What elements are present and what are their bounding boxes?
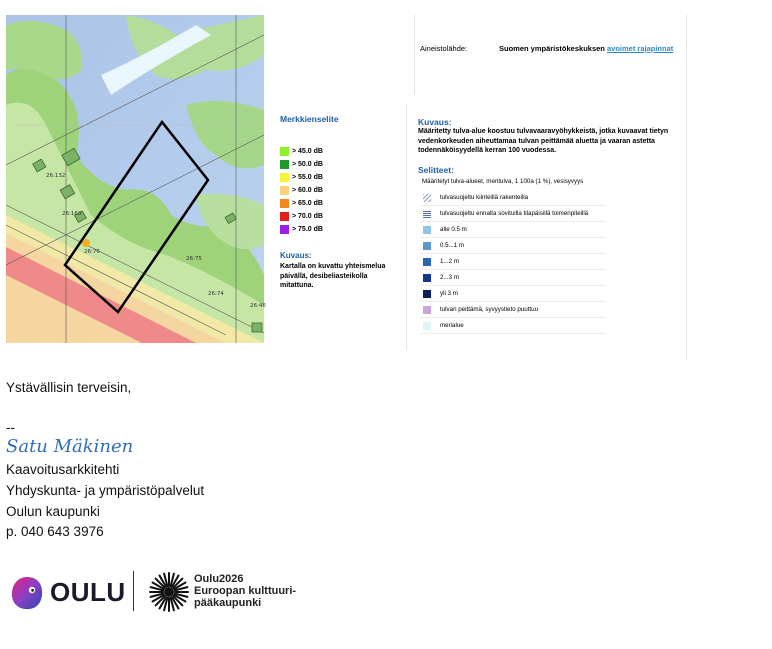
flood-legend-subtitle: Määritetyt tulva-alueet, meritulva, 1 100a (1 %), vesisyvyys xyxy=(422,178,584,185)
legend-item: > 60.0 dB xyxy=(280,185,323,195)
flood-legend-swatch xyxy=(423,258,431,266)
flood-legend-label: 0.5...1 m xyxy=(440,242,465,249)
flood-legend-item xyxy=(420,206,606,222)
flood-legend-swatch xyxy=(423,322,431,330)
open-api-link[interactable]: avoimet rajapinnat xyxy=(606,44,674,53)
noise-map-image xyxy=(6,15,264,343)
logo-divider xyxy=(133,571,134,611)
plot-label: 26:132 xyxy=(46,173,66,179)
signature-separator: -- xyxy=(6,420,15,435)
legend-item: > 50.0 dB xyxy=(280,159,323,169)
legend-item: > 45.0 dB xyxy=(280,146,323,156)
plot-label: 26:75 xyxy=(186,256,202,262)
flood-legend-swatch xyxy=(423,290,431,298)
flood-legend-label: yli 3 m xyxy=(440,290,458,297)
noise-legend xyxy=(276,104,407,350)
data-source-label: Aineistolähde: xyxy=(420,44,468,53)
signature-title: Kaavoitusarkkitehti xyxy=(6,462,120,477)
legend-swatch xyxy=(280,225,289,234)
flood-description: Määritetty tulva-alue koostuu tulvavaaravyöhykkeistä, jotka kuvaavat tietyn vedenkorkeuden aiheuttamaa tulvan peittämää aluetta ja vaaran astetta todennäköisyydellä kerran 100 vuodessa. xyxy=(418,128,669,155)
flood-legend-label: tulvasuojeltu kiinteillä rakenteilla xyxy=(440,194,529,201)
flood-legend-item xyxy=(420,302,606,318)
flood-legend-swatch xyxy=(423,194,431,202)
flood-legend-label: merialue xyxy=(440,322,464,329)
noise-description-title: Kuvaus: xyxy=(280,251,312,260)
data-source xyxy=(420,44,686,56)
flood-legend-item xyxy=(420,254,606,270)
signature-department: Yhdyskunta- ja ympäristöpalvelut xyxy=(6,483,205,498)
signature-phone: p. 040 643 3976 xyxy=(6,524,104,539)
legend-swatch xyxy=(280,147,289,156)
flood-legend-swatch xyxy=(423,306,431,314)
flood-legend-title: Selitteet: xyxy=(418,165,454,175)
signature-organization: Oulun kaupunki xyxy=(6,504,100,519)
legend-item: > 75.0 dB xyxy=(280,224,323,234)
greeting: Ystävällisin terveisin, xyxy=(6,380,132,395)
flood-legend-item xyxy=(420,238,606,254)
flood-legend-item xyxy=(420,222,606,238)
plot-label: 26:163 xyxy=(62,211,82,217)
plot-label: 26:76 xyxy=(84,249,100,255)
oulu-logo-text: OULU xyxy=(50,577,126,607)
legend-item: > 65.0 dB xyxy=(280,198,323,208)
flood-legend-swatch xyxy=(423,210,431,218)
flood-legend-label: tulvan peittämä, syvyystieto puuttuu xyxy=(440,306,539,313)
signature-name: Satu Mäkinen xyxy=(6,436,134,457)
legend-item: > 55.0 dB xyxy=(280,172,323,182)
legend-swatch xyxy=(280,173,289,182)
flood-legend-swatch xyxy=(423,242,431,250)
flood-legend-swatch xyxy=(423,274,431,282)
legend-swatch xyxy=(280,186,289,195)
flood-legend-item xyxy=(420,190,606,206)
legend-title: Merkkienselite xyxy=(280,114,339,124)
legend-swatch xyxy=(280,160,289,169)
flood-description-title: Kuvaus: xyxy=(418,117,452,127)
flood-legend-item xyxy=(420,270,606,286)
noise-description: Kartalla on kuvattu yhteismelua päivällä, desibeliasteikolla mitattuna. xyxy=(280,263,386,289)
plot-label: 26:74 xyxy=(208,291,224,297)
legend-swatch xyxy=(280,199,289,208)
flood-legend-label: 1...2 m xyxy=(440,258,459,265)
legend-item: > 70.0 dB xyxy=(280,211,323,221)
flood-legend-swatch xyxy=(423,226,431,234)
flood-legend-item xyxy=(420,286,606,302)
capital-of-culture-emblem-icon xyxy=(149,572,189,612)
plot-label: 26:46 xyxy=(250,303,266,309)
capital-of-culture-text: Oulu2026 Euroopan kulttuuri- pääkaupunki xyxy=(194,573,297,609)
legend-swatch xyxy=(280,212,289,221)
flood-legend-item xyxy=(420,318,606,334)
flood-legend-label: alle 0.5 m xyxy=(440,226,467,233)
flood-legend-label: 2...3 m xyxy=(440,274,459,281)
data-source-value: Suomen ympäristökeskuksen xyxy=(499,44,605,53)
flood-legend xyxy=(414,104,686,360)
oulu-logo-icon xyxy=(10,575,44,611)
flood-legend-label: tulvasuojeltu ennalta sovituilla tilapäisillä toimenpiteillä xyxy=(440,210,589,217)
